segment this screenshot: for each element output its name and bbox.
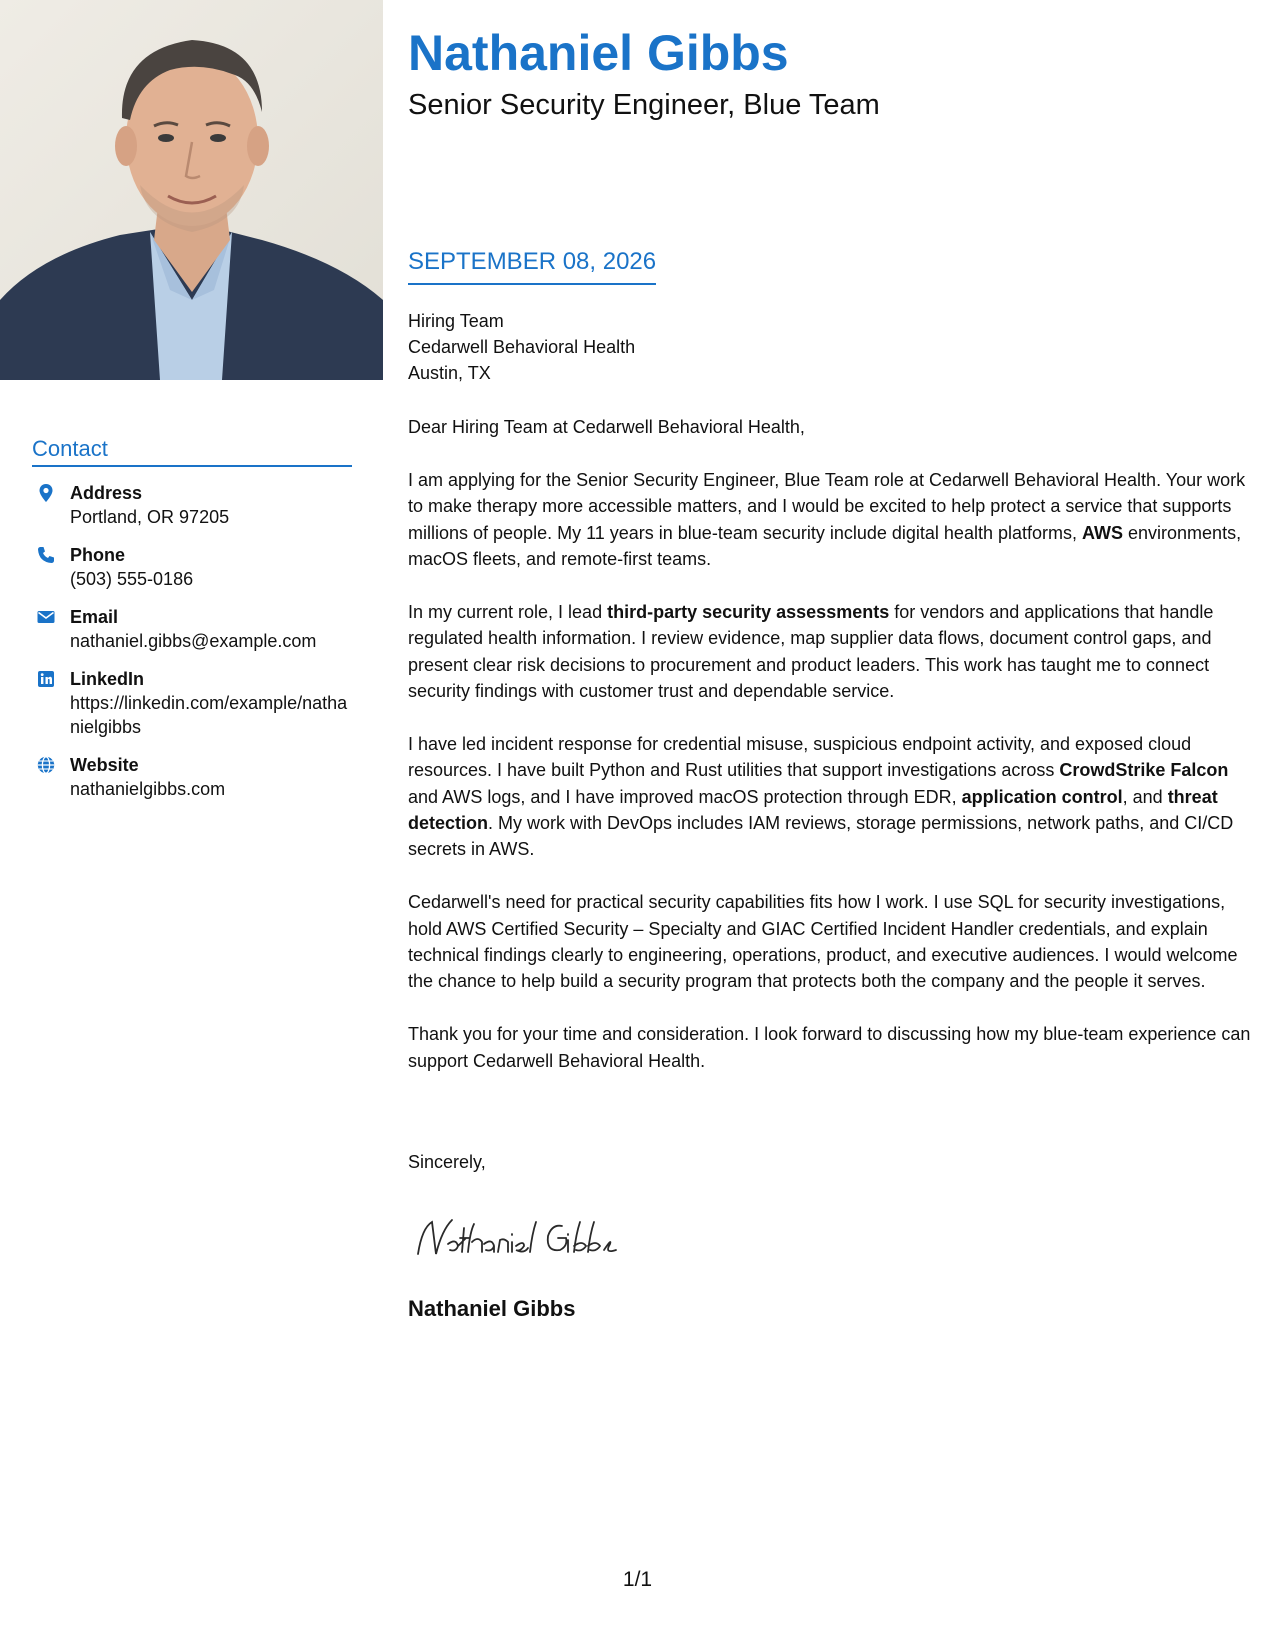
letter-body (408, 414, 1253, 1100)
applicant-title: Senior Security Engineer, Blue Team (408, 89, 880, 121)
contact-linkedin (32, 667, 352, 739)
paragraph-text: environments, macOS fleets, and remote-first teams. (408, 522, 1242, 570)
paragraph-3 (408, 731, 1253, 863)
address-value: Portland, OR 97205 (70, 507, 230, 527)
letter-date: SEPTEMBER 08, 2026 (408, 248, 656, 285)
recipient-block (408, 308, 1253, 386)
paragraph-emphasis: AWS (1082, 522, 1124, 543)
contact-heading: Contact (32, 436, 352, 467)
closing: Sincerely, (408, 1152, 486, 1172)
paragraph-emphasis: third-party security assessments (607, 601, 890, 622)
recipient-location: Austin, TX (408, 363, 491, 383)
contact-website (32, 753, 352, 801)
paragraph-text: and AWS logs, and I have improved macOS protection through EDR, (408, 786, 962, 807)
recipient-company: Cedarwell Behavioral Health (408, 337, 636, 357)
phone-icon (36, 545, 56, 565)
paragraph-text: for vendors and applications that handle regulated health information. I review evidence, map supplier data flows, document control gaps, and present clear risk decisions to procurement and product leaders. This work has taught me to connect security findings with customer trust and dependable service. (408, 601, 1214, 702)
email-value[interactable]: nathaniel.gibbs@example.com (70, 631, 317, 651)
globe-icon (36, 755, 56, 775)
paragraph-text: . My work with DevOps includes IAM reviews, storage permissions, network paths, and CI/CD secrets in AWS. (408, 813, 1234, 860)
profile-photo (0, 0, 383, 380)
greeting: Dear Hiring Team at Cedarwell Behavioral Health, (408, 417, 805, 437)
paragraph-2 (408, 599, 1253, 705)
phone-label: Phone (70, 545, 126, 565)
linkedin-icon (36, 669, 56, 689)
paragraph-4: Cedarwell's need for practical security capabilities fits how I work. I use SQL for security investigations, hold AWS Certified Security – Specialty and GIAC Certified Incident Handler credentials, and explain technical findings clearly to engineering, operations, product, and executive audiences. I would welcome the chance to help build a security program that protects both the company and the people it serves. (408, 892, 1238, 992)
paragraph-emphasis: threat detection (408, 786, 1218, 834)
paragraph-5: Thank you for your time and consideration. I look forward to discussing how my blue-team experience can support Cedarwell Behavioral Health. (408, 1024, 1251, 1071)
contact-section (32, 436, 352, 815)
page-number: 1/1 (622, 1568, 653, 1591)
paragraph-1 (408, 467, 1253, 573)
address-label: Address (70, 483, 143, 503)
paragraph-text: In my current role, I lead (408, 601, 608, 622)
location-pin-icon (36, 483, 56, 503)
signer-name: Nathaniel Gibbs (408, 1296, 576, 1321)
handwritten-signature (412, 1208, 672, 1268)
email-icon (36, 607, 56, 627)
paragraph-text: I have led incident response for credential misuse, suspicious endpoint activity, and exposed cloud resources. I have built Python and Rust utilities that support investigations across (408, 733, 1192, 781)
recipient-line: Hiring Team (408, 311, 504, 331)
contact-address (32, 481, 352, 529)
applicant-name: Nathaniel Gibbs (408, 25, 789, 81)
paragraph-emphasis: CrowdStrike Falcon (1059, 760, 1229, 781)
email-label: Email (70, 607, 119, 627)
contact-phone (32, 543, 352, 591)
paragraph-text: , and (1122, 786, 1168, 807)
website-label: Website (70, 755, 139, 775)
phone-value: (503) 555-0186 (70, 569, 194, 589)
paragraph-emphasis: application control (961, 786, 1123, 807)
paragraph-text: I am applying for the Senior Security Engineer, Blue Team role at Cedarwell Behavioral Health. Your work to make therapy more accessible matters, and I would be excited to help protect a service that supports millions of people. My 11 years in blue-team security include digital health platforms, (408, 469, 1246, 543)
letter-header (408, 18, 1253, 122)
website-value[interactable]: nathanielgibbs.com (70, 779, 226, 799)
linkedin-value[interactable]: https://linkedin.com/example/nathanielgibbs (70, 693, 348, 737)
linkedin-label: LinkedIn (70, 669, 145, 689)
contact-email (32, 605, 352, 653)
